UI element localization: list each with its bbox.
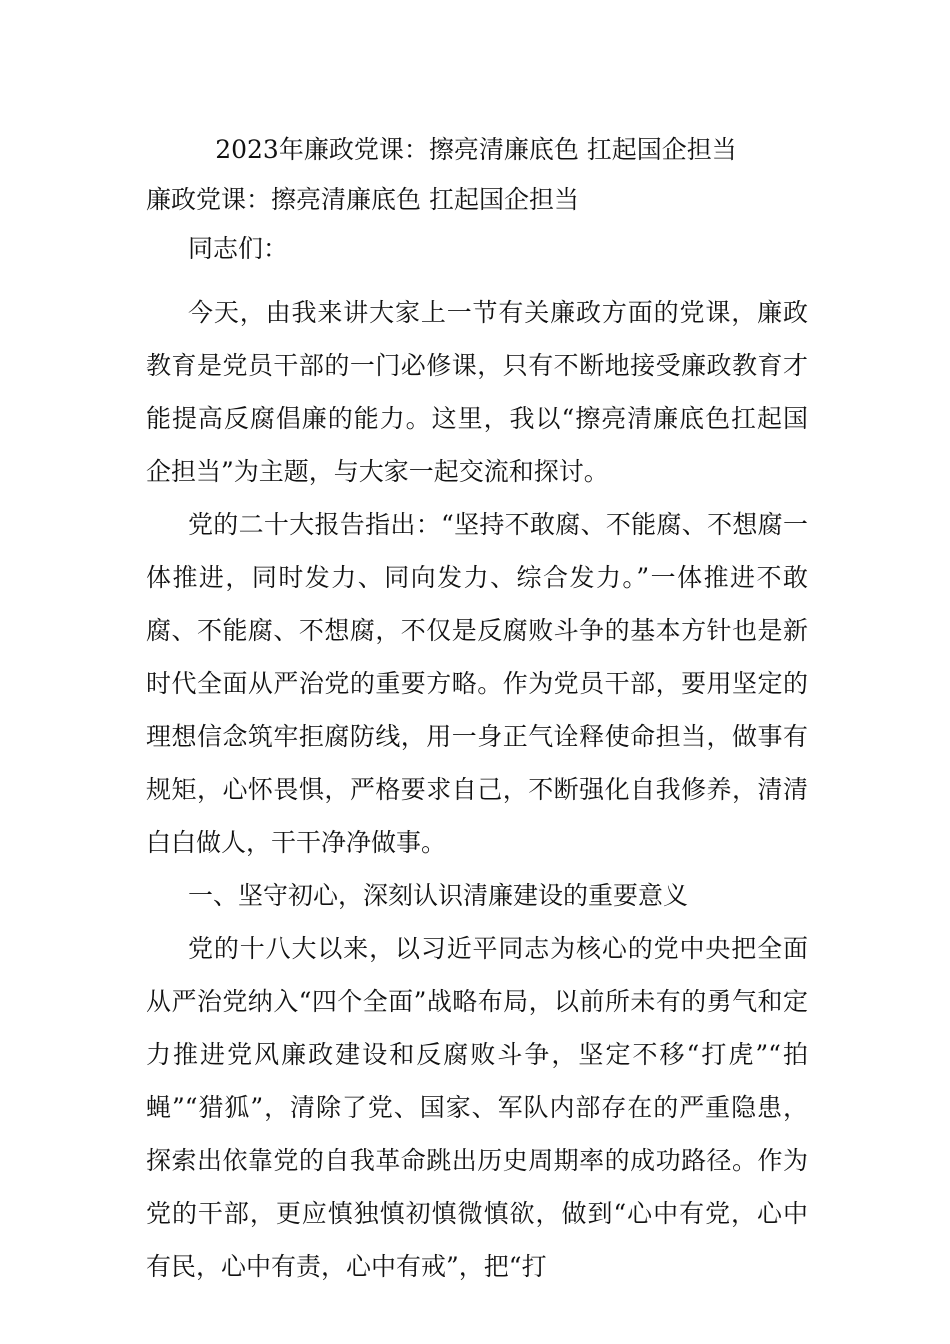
document-body bbox=[146, 231, 808, 1293]
paragraph-report-quote: 党的二十大报告指出：“坚持不敢腐、不能腐、不想腐一体推进，同时发力、同向发力、综合发力。”一体推进不敢腐、不能腐、不想腐，不仅是反腐败斗争的基本方针也是新时代全面从严治党的重要方略。作为党员干部，要用坚定的理想信念筑牢拒腐防线，用一身正气诠释使命担当，做事有规矩，心怀畏惧，严格要求自己，不断强化自我修养，清清白白做人，干干净净做事。 bbox=[146, 510, 808, 857]
paragraph-intro: 今天，由我来讲大家上一节有关廉政方面的党课，廉政教育是党员干部的一门必修课，只有不断地接受廉政教育才能提高反腐倡廉的能力。这里，我以“擦亮清廉底色扛起国企担当”为主题，与大家一起交流和探讨。 bbox=[146, 298, 808, 486]
salutation: 同志们： bbox=[188, 234, 289, 263]
section-heading: 一、坚守初心，深刻认识清廉建设的重要意义 bbox=[188, 881, 689, 910]
document-subtitle: 廉政党课：擦亮清廉底色 扛起国企担当 bbox=[146, 185, 579, 214]
section-paragraph: 党的十八大以来，以习近平同志为核心的党中央把全面从严治党纳入“四个全面”战略布局，以前所未有的勇气和定力推进党风廉政建设和反腐败斗争，坚定不移“打虎”“拍蝇”“猎狐”，清除了党、国家、军队内部存在的严重隐患，探索出依靠党的自我革命跳出历史周期率的成功路径。作为党的干部，更应慎独慎初慎微慎欲，做到“心中有党，心中有民，心中有责，心中有戒”，把“打 bbox=[146, 934, 808, 1281]
document-title: 2023年廉政党课：擦亮清廉底色 扛起国企担当 bbox=[215, 135, 737, 164]
